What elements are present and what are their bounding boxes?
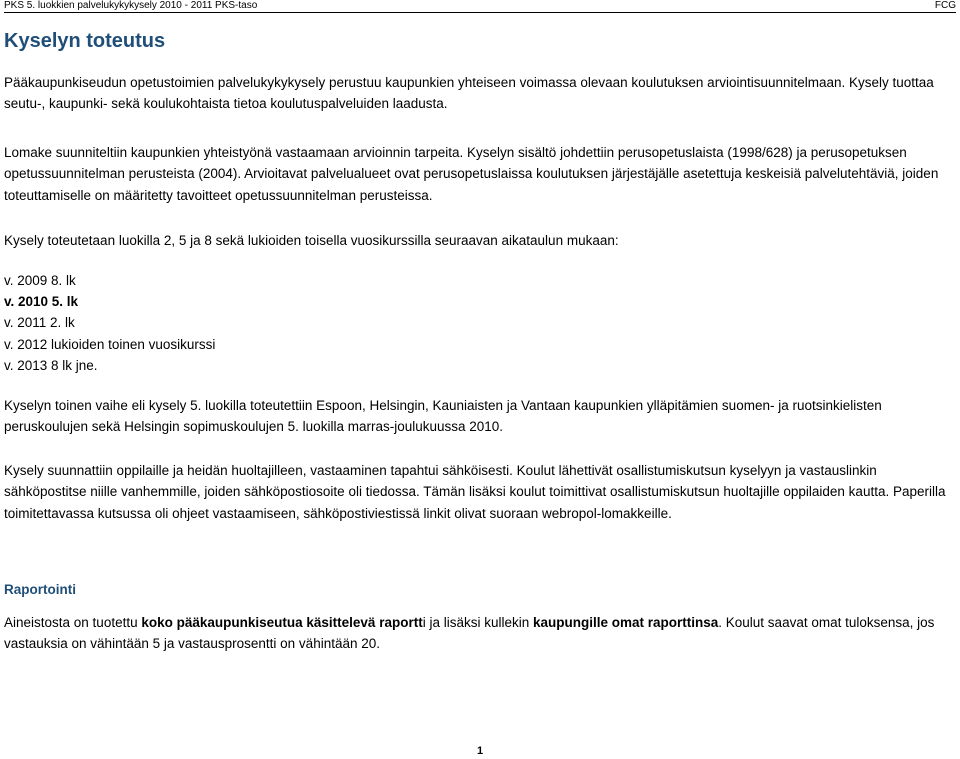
header-right-text: FCG — [934, 0, 956, 11]
method-paragraph: Kysely suunnattiin oppilaille ja heidän huoltajilleen, vastaaminen tapahtui sähköisesti. Koulut lähettivät osallistumiskutsun kyselyyn ja vastauslinkin sähköpostitse niille vanhemmille, joiden sähköpostiosoite oli tiedossa. Tämän lisäksi koulut toimittivat osallistumiskutsun huoltajille oppilaiden kautta. Paperilla toimitettavassa kutsussa oli ohjeet vastaamiseen, sähköpostiviestissä linkit olivat suoraan webropol-lomakkeille. — [4, 463, 946, 521]
schedule-list — [4, 270, 215, 376]
page-header — [4, 0, 956, 13]
schedule-intro-paragraph: Kysely toteutetaan luokilla 2, 5 ja 8 sekä lukioiden toisella vuosikurssilla seuraavan aikataulun mukaan: — [4, 233, 619, 248]
reporting-text: Aineistosta on tuotettu — [4, 615, 142, 630]
reporting-emphasis: kaupungille omat raporttinsa — [533, 615, 719, 630]
schedule-item: v. 2009 8. lk — [4, 273, 76, 288]
reporting-text: i ja lisäksi kullekin — [422, 615, 533, 630]
schedule-item: v. 2013 8 lk jne. — [4, 357, 98, 373]
second-phase-paragraph: Kyselyn toinen vaihe eli kysely 5. luokilla toteutettiin Espoon, Helsingin, Kauniaisten ja Vantaan kaupunkien ylläpitämien suomen- ja ruotsinkielisten peruskoulujen sekä Helsingin sopimuskoulujen 5. luokilla marras-joulukuussa 2010. — [4, 398, 882, 435]
schedule-item: v. 2012 lukioiden toinen vuosikurssi — [4, 336, 216, 352]
reporting-emphasis: koko pääkaupunkiseutua käsittelevä raportt — [141, 615, 423, 630]
reporting-heading: Raportointi — [4, 582, 76, 597]
intro-paragraph: Pääkaupunkiseudun opetustoimien palvelukykykysely perustuu kaupunkien yhteiseen voimassa olevaan koulutuksen arviointisuunnitelmaan. Kysely tuottaa seutu-, kaupunki- sekä koulukohtaista tietoa koulutuspalveluiden laadusta. — [4, 75, 934, 112]
header-left-text: PKS 5. luokkien palvelukykykysely 2010 - 2011 PKS-taso — [4, 0, 258, 11]
form-design-paragraph: Lomake suunniteltiin kaupunkien yhteistyönä vastaamaan arvioinnin tarpeita. Kyselyn sisältö johdettiin perusopetuslaista (1998/628) ja perusopetuksen opetussuunnitelman perusteista (2004). Arvioitavat palvelualueet ovat perusopetuslaissa koulutuksen järjestäjälle asetettuja keskeisiä palvelutehtäviä, joiden toteuttamiselle on määritetty tavoitteet opetussuunnitelman perusteissa. — [4, 145, 939, 203]
page-title: Kyselyn toteutus — [4, 30, 166, 52]
page-number: 1 — [476, 745, 484, 757]
schedule-item-current: v. 2010 5. lk — [4, 294, 79, 310]
reporting-paragraph — [4, 612, 956, 655]
schedule-item: v. 2011 2. lk — [4, 315, 75, 331]
reporting-text: . Koulut saavat omat tuloksensa, jos vastauksia on vähintään 5 ja vastausprosentti on vähintään 20. — [4, 615, 935, 652]
